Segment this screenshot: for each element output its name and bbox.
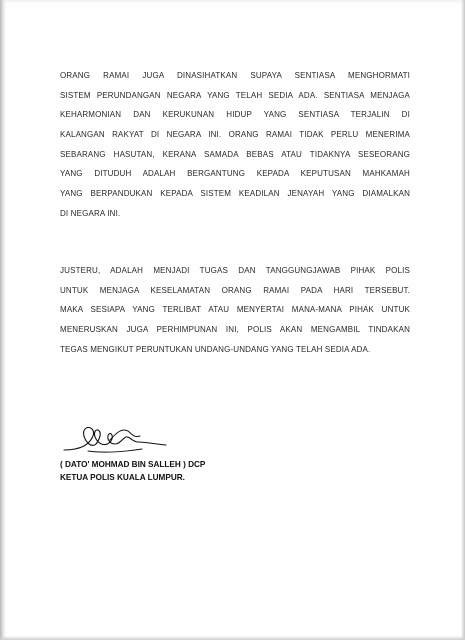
paragraph-line: ORANG RAMAI JUGA DINASIHATKAN SUPAYA SENTIASA MENGHORMATI xyxy=(60,71,410,80)
scan-shadow-left xyxy=(0,0,6,640)
paragraph-advice xyxy=(60,66,410,224)
scan-shadow-right xyxy=(461,0,465,640)
paragraph-police-duty xyxy=(60,261,410,359)
handwritten-signature xyxy=(62,420,170,460)
signatory-block xyxy=(60,458,205,484)
paragraph-line: UNTUK MENJAGA KESELAMATAN ORANG RAMAI PADA HARI TERSEBUT. xyxy=(60,285,410,295)
paragraph-line: DI NEGARA INI. xyxy=(60,208,121,218)
paragraph-line: JUSTERU, ADALAH MENJADI TUGAS DAN TANGGUNGJAWAB PIHAK POLIS xyxy=(60,266,410,275)
paragraph-line: KEHARMONIAN DAN KERUKUNAN HIDUP YANG SENTIASA TERJALIN DI xyxy=(60,110,410,120)
signatory-name: ( DATO' MOHMAD BIN SALLEH ) DCP xyxy=(60,460,206,469)
paragraph-line: YANG DITUDUH ADALAH BERGANTUNG KEPADA KEPUTUSAN MAHKAMAH xyxy=(60,169,410,179)
scan-shadow-bottom xyxy=(0,636,465,640)
signatory-title: KETUA POLIS KUALA LUMPUR. xyxy=(60,473,185,482)
paragraph-line: MENERUSKAN JUGA PERHIMPUNAN INI, POLIS AKAN MENGAMBIL TINDAKAN xyxy=(60,325,410,335)
paragraph-line: SISTEM PERUNDANGAN NEGARA YANG TELAH SEDIA ADA. SENTIASA MENJAGA xyxy=(60,90,410,100)
paragraph-line: YANG BERPANDUKAN KEPADA SISTEM KEADILAN JENAYAH YANG DIAMALKAN xyxy=(60,189,410,199)
paragraph-line: MAKA SESIAPA YANG TERLIBAT ATAU MENYERTAI MANA-MANA PIHAK UNTUK xyxy=(60,305,410,315)
paragraph-line: TEGAS MENGIKUT PERUNTUKAN UNDANG-UNDANG YANG TELAH SEDIA ADA. xyxy=(60,344,371,354)
paragraph-line: SEBARANG HASUTAN, KERANA SAMADA BEBAS ATAU TIDAKNYA SESEORANG xyxy=(60,149,410,159)
paragraph-line: KALANGAN RAKYAT DI NEGARA INI. ORANG RAMAI TIDAK PERLU MENERIMA xyxy=(60,130,410,140)
